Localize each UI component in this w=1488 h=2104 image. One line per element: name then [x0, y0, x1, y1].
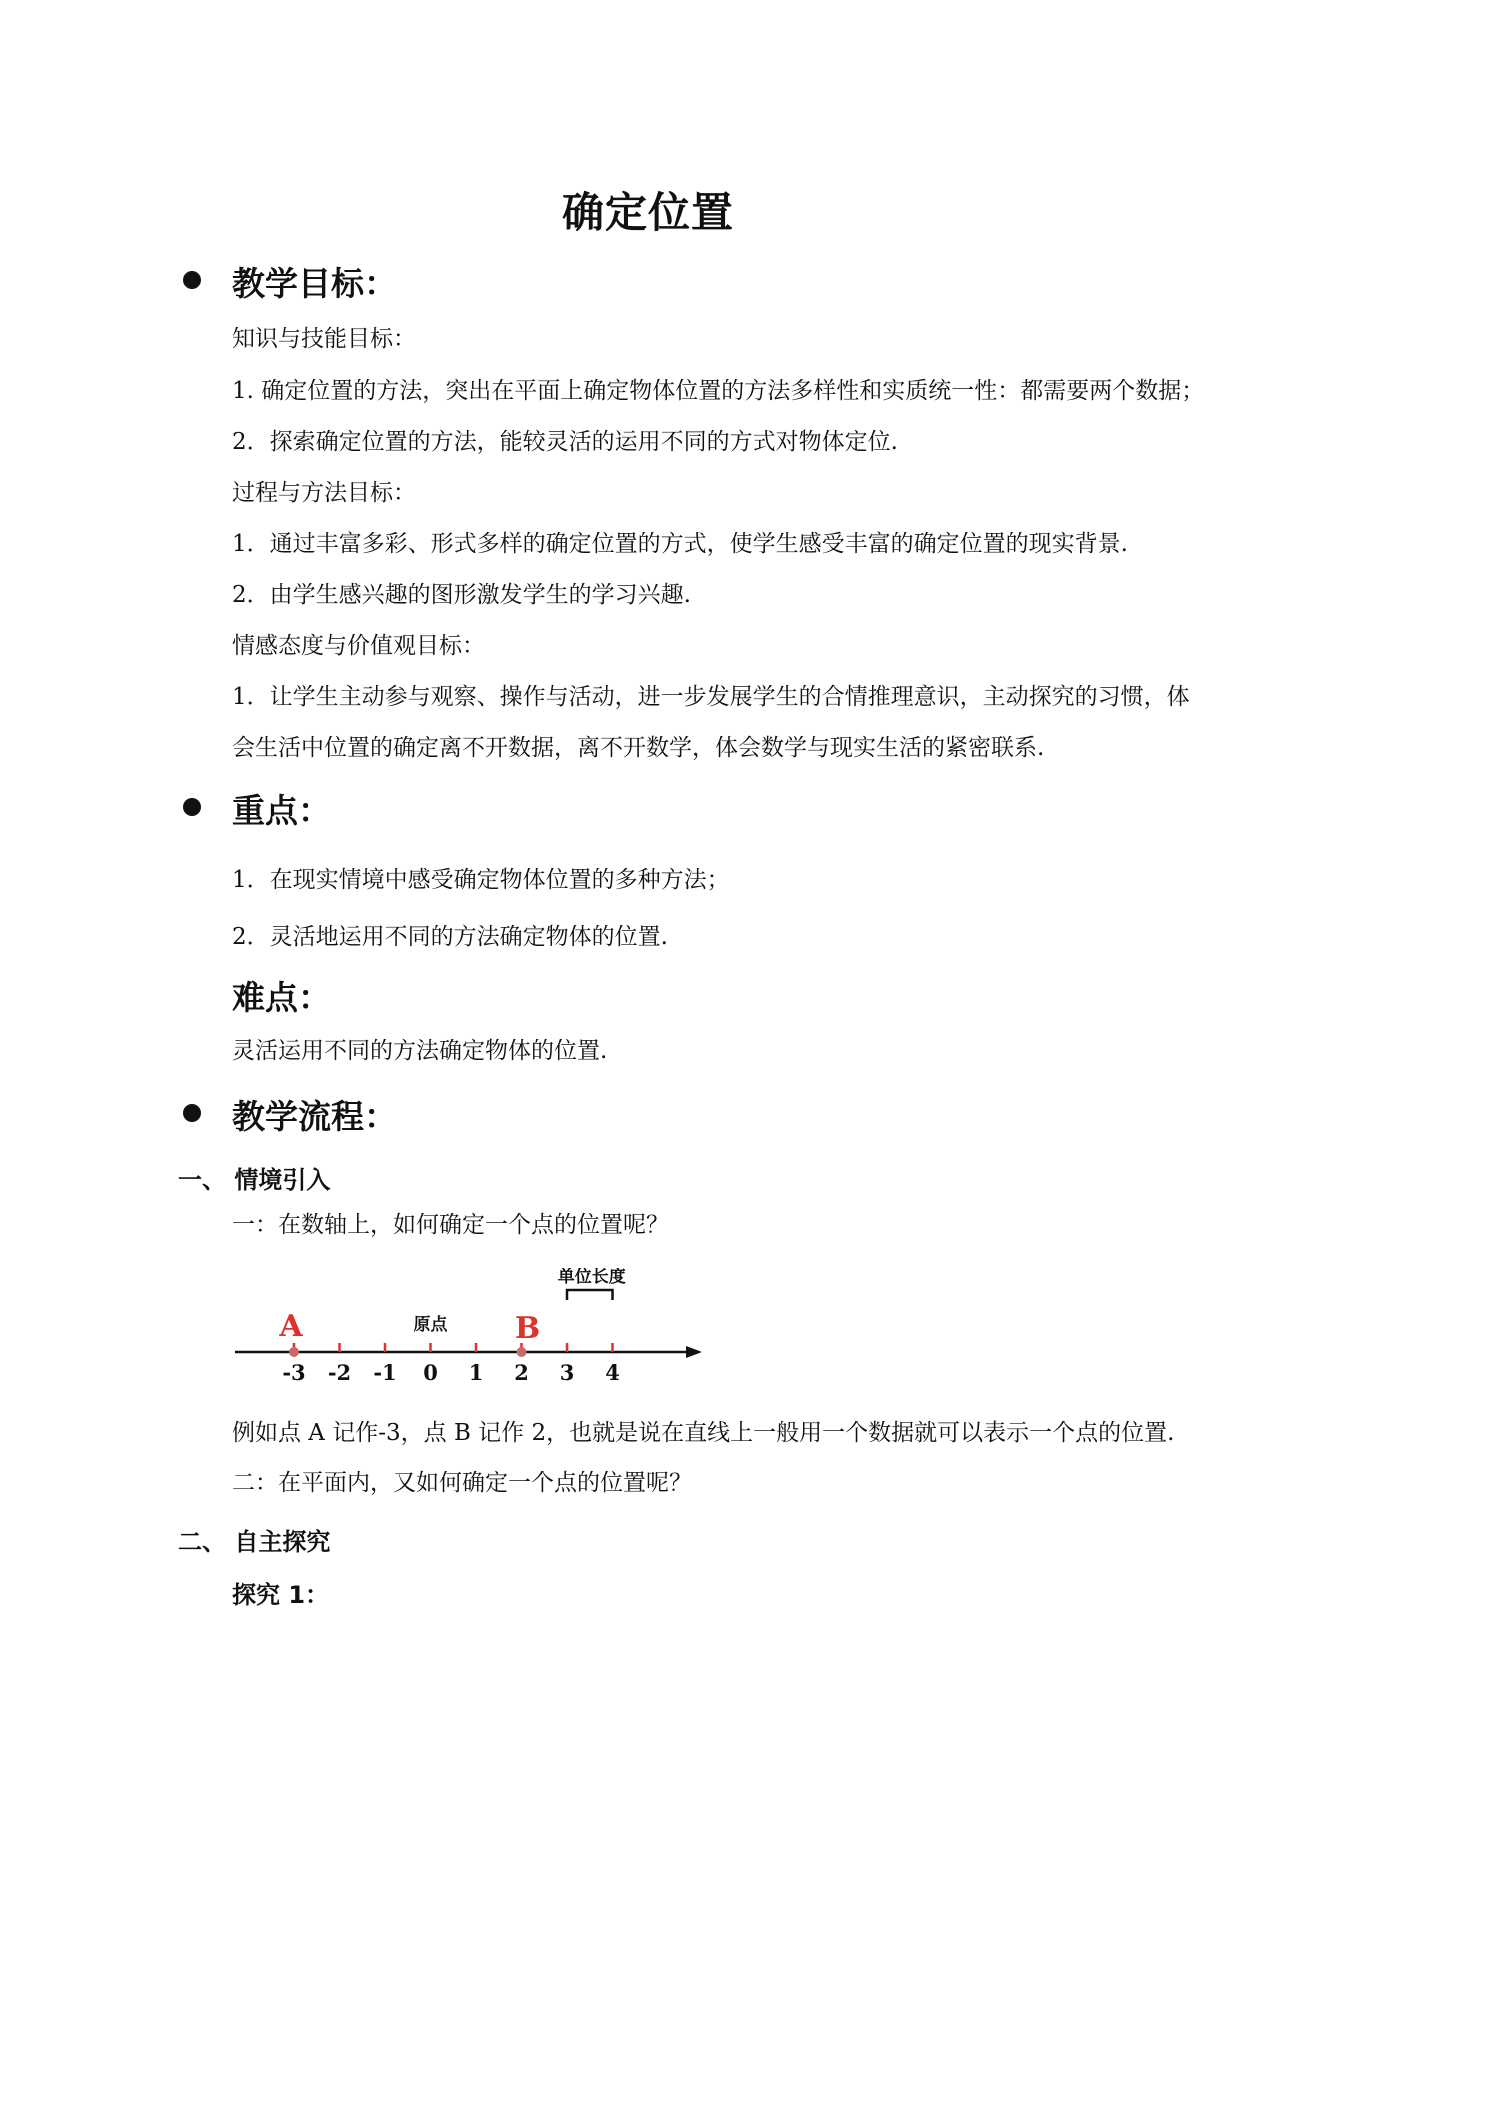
tick-label: 1 — [468, 1360, 484, 1385]
part1-heading: 一、 情境引入 — [178, 1166, 331, 1194]
difficulty-item-1: 灵活运用不同的方法确定物体的位置. — [232, 1038, 608, 1064]
point-a-dot — [289, 1347, 299, 1357]
point-a-label: A — [279, 1309, 303, 1344]
explore-1-label: 探究 1： — [232, 1581, 330, 1609]
process-item-1: 1．通过丰富多彩、形式多样的确定位置的方式，使学生感受丰富的确定位置的现实背景. — [232, 531, 1128, 557]
bullet-dot — [183, 1104, 201, 1122]
section-heading-difficulty: 难点： — [232, 978, 331, 1017]
key-point-1: 1．在现实情境中感受确定物体位置的多种方法； — [232, 867, 730, 893]
number-line-figure — [230, 1268, 710, 1398]
knowledge-label: 知识与技能目标： — [232, 326, 416, 352]
question-2: 二：在平面内，又如何确定一个点的位置呢？ — [232, 1470, 692, 1496]
point-b-label: B — [514, 1311, 541, 1346]
tick-label: 4 — [605, 1360, 620, 1385]
tick-label: 2 — [514, 1360, 529, 1385]
question-1: 一：在数轴上，如何确定一个点的位置呢？ — [232, 1212, 669, 1238]
section-heading-objectives: 教学目标： — [232, 264, 397, 303]
axis-arrow — [686, 1346, 702, 1358]
section-heading-key-points: 重点： — [232, 791, 331, 830]
section-heading-process: 教学流程： — [232, 1097, 397, 1136]
emotion-item-1b: 会生活中位置的确定离不开数据，离不开数学，体会数学与现实生活的紧密联系. — [232, 735, 1045, 761]
example-text: 例如点 A 记作-3，点 B 记作 2，也就是说在直线上一般用一个数据就可以表示一个点的位置. — [232, 1420, 1175, 1446]
knowledge-item-1: 1. 确定位置的方法，突出在平面上确定物体位置的方法多样性和实质统一性：都需要两个数据； — [232, 378, 1205, 404]
bullet-dot — [183, 798, 201, 816]
unit-length-label: 单位长度 — [557, 1268, 626, 1287]
tick-label: -2 — [327, 1360, 352, 1385]
tick-label: 0 — [423, 1360, 438, 1385]
page-title: 确定位置 — [562, 188, 735, 237]
tick-label: -3 — [282, 1360, 306, 1385]
point-b-dot — [517, 1347, 527, 1357]
knowledge-item-2: 2．探索确定位置的方法，能较灵活的运用不同的方式对物体定位. — [232, 429, 898, 455]
origin-label: 原点 — [413, 1315, 448, 1335]
process-item-2: 2．由学生感兴趣的图形激发学生的学习兴趣. — [232, 582, 691, 608]
part2-heading: 二、 自主探究 — [178, 1528, 331, 1556]
bullet-dot — [183, 271, 201, 289]
tick-label: -1 — [373, 1360, 397, 1385]
emotion-item-1a: 1．让学生主动参与观察、操作与活动，进一步发展学生的合情推理意识，主动探究的习惯，体 — [232, 684, 1190, 710]
key-point-2: 2．灵活地运用不同的方法确定物体的位置. — [232, 924, 668, 950]
emotion-label: 情感态度与价值观目标： — [232, 633, 485, 659]
tick-label: 3 — [559, 1360, 575, 1385]
process-label: 过程与方法目标： — [232, 480, 416, 506]
unit-length-bracket — [567, 1290, 613, 1300]
